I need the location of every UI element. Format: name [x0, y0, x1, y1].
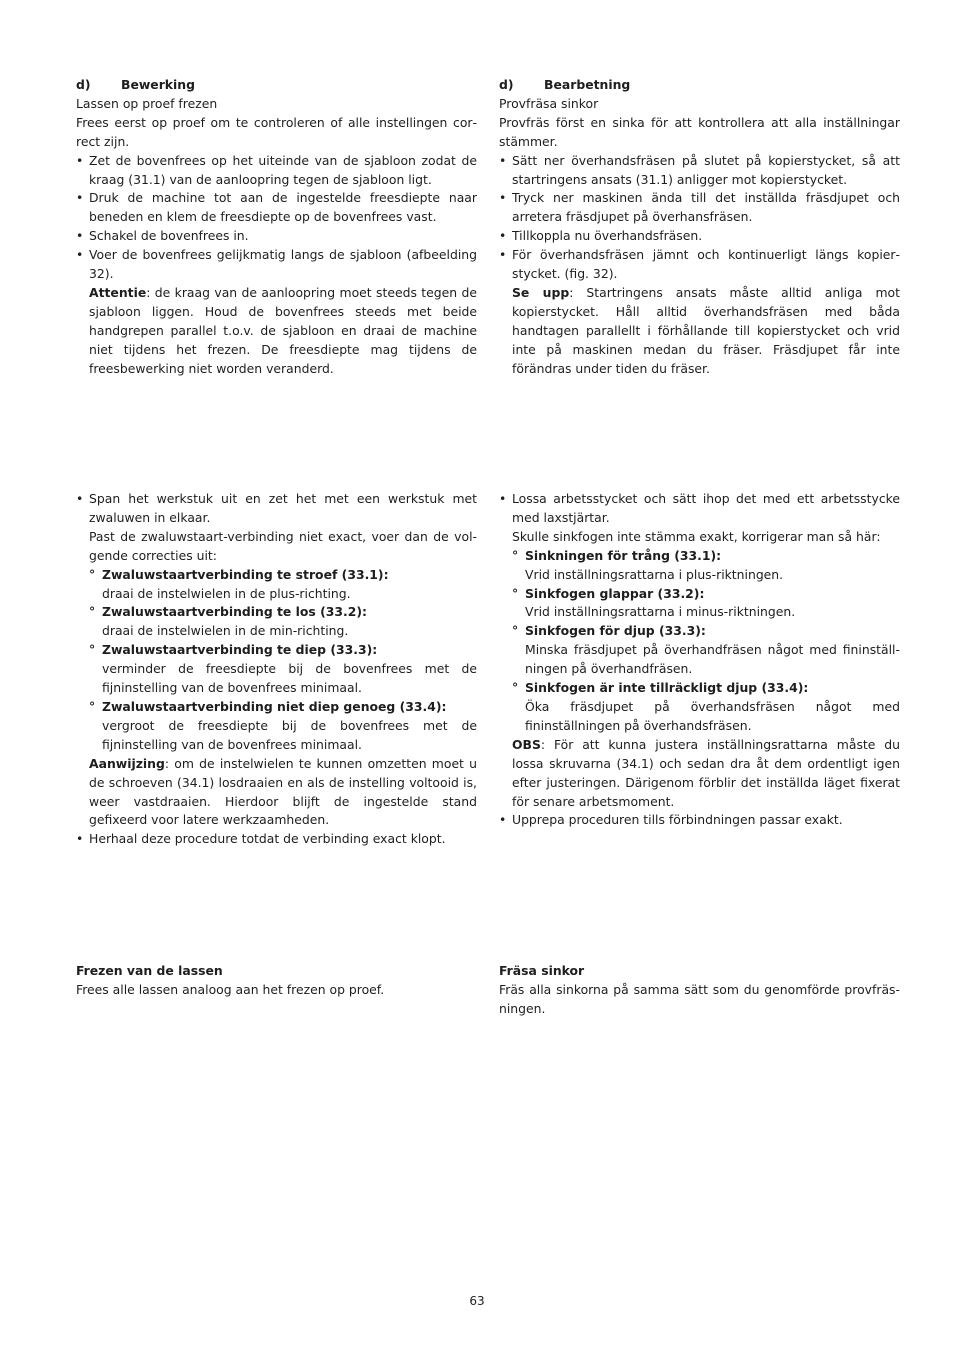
correction-text: Vrid inställningsrattarna i minus-riktningen.: [525, 604, 796, 620]
correction-item: [89, 566, 477, 604]
note-paragraph: [89, 284, 477, 379]
instruction-list: [76, 152, 477, 379]
note-label: Se upp: [512, 284, 570, 300]
list-item: • Upprepa proceduren tills förbindningen passar exakt.: [499, 811, 900, 830]
correction-list: [89, 566, 477, 755]
list-item-text: För överhandsfräsen jämnt och kontinuerligt längs kopierstycket. (fig. 32).: [512, 247, 900, 282]
list-item-text: • Lossa arbetsstycket och sätt ihop det med ett arbetsstycke med laxstjärtar.: [512, 491, 900, 525]
list-item: • Schakel de bovenfrees in.: [76, 227, 477, 246]
note-text: : Startringens ansats måste alltid anliga mot kopierstycket. Håll alltid överhandsfräsen med båda handtagen parallellt i förhållande till kopierstycket och vrid inte på maskinen medan du fräser. Fräsdjupet får inte förändras under tiden du fräser.: [512, 284, 900, 376]
correction-item: [89, 641, 477, 698]
section-text: Frees alle lassen analoog aan het frezen op proef.: [76, 981, 385, 997]
correction-title: ° Sinkningen för trång (33.1):: [525, 547, 722, 563]
instruction-list: [499, 152, 900, 379]
intro-paragraph: Provfräs först en sinka för att kontrollera att alla inställningar stämmer.: [499, 114, 900, 149]
section-heading: [76, 76, 477, 95]
section-title: Frezen van de lassen: [76, 963, 223, 978]
correction-item: [89, 698, 477, 755]
correction-title: ° Sinkfogen för djup (33.3):: [525, 623, 706, 639]
note-text: : om de instelwielen te kunnen omzetten moet u de schroeven (34.1) losdraaien en als de instelling voltooid is, weer vastdraaien. Hierdoor blijft de ingestelde stand gefixeerd voor latere werkzaamheden.: [89, 755, 477, 828]
left-section-bewerking: [76, 76, 477, 379]
right-section-corrections: [499, 490, 900, 830]
section-title: Fräsa sinkor: [499, 963, 585, 978]
correction-text: Minska fräsdjupet på överhandfräsen något med fininställningen på överhandfräsen.: [525, 642, 900, 677]
correction-title: ° Sinkfogen glappar (33.2):: [525, 585, 705, 601]
page-number: 63: [469, 1294, 485, 1308]
correction-list: [512, 547, 900, 736]
list-item-continuation: Past de zwaluwstaart-verbinding niet exact, voer dan de volgende correcties uit:: [89, 528, 477, 563]
note-paragraph: [89, 755, 477, 831]
heading-title: Bewerking: [121, 77, 195, 92]
note-label: Attentie: [89, 284, 147, 300]
note-paragraph: [512, 284, 900, 379]
correction-item: [512, 585, 900, 623]
intro-paragraph: Frees eerst op proef om te controleren of alle instellingen correct zijn.: [76, 114, 477, 149]
correction-item: [512, 622, 900, 679]
list-item-text: Voer de bovenfrees gelijkmatig langs de sjabloon (afbeelding 32).: [89, 247, 477, 282]
section-text: Fräs alla sinkorna på samma sätt som du genomförde provfräsningen.: [499, 981, 900, 1016]
note-label: OBS: [512, 736, 541, 752]
heading-letter: d): [76, 77, 91, 92]
section-subtitle: Lassen op proef frezen: [76, 95, 218, 111]
correction-item: [89, 603, 477, 641]
section-heading: [499, 76, 900, 95]
list-item: [499, 246, 900, 378]
instruction-list: [499, 490, 900, 830]
list-item: [499, 490, 900, 811]
list-item: [76, 490, 477, 830]
correction-title: ° Zwaluwstaartverbinding te stroef (33.1):: [102, 566, 389, 582]
correction-item: [512, 547, 900, 585]
note-paragraph: [512, 736, 900, 812]
list-item-text: • Span het werkstuk uit en zet het met een werkstuk met zwaluwen in elkaar.: [89, 491, 477, 525]
instruction-list: [76, 490, 477, 849]
list-item: • Druk de machine tot aan de ingestelde freesdiepte naar beneden en klem de freesdiepte op de bovenfrees vast.: [76, 189, 477, 227]
correction-text: verminder de freesdiepte bij de bovenfrees met de fijninstelling van de bovenfrees minimaal.: [102, 661, 477, 696]
note-text: : För att kunna justera inställningsrattarna måste du lossa skruvarna (34.1) och sedan dra åt dem ordentligt igen efter justeringen. Därigenom förblir det inställda läget fixerat för senare arbetsmoment.: [512, 736, 900, 809]
note-text: : de kraag van de aanloopring moet steeds tegen de sjabloon liggen. Houd de bovenfrees steeds met beide handgrepen parallel t.o.v. de sjabloon en draai de machine niet tijdens het frezen. De freesdiepte mag tijdens de freesbewerking niet worden veranderd.: [89, 284, 477, 376]
correction-title: ° Zwaluwstaartverbinding niet diep genoeg (33.4):: [102, 698, 447, 714]
heading-title: Bearbetning: [544, 77, 631, 92]
note-label: Aanwijzing: [89, 755, 165, 771]
list-item-continuation: Skulle sinkfogen inte stämma exakt, korrigerar man så här:: [512, 528, 881, 544]
list-item: • Tryck ner maskinen ända till det inställda fräsdjupet och arretera fräsdjupet på överhansfräsen.: [499, 189, 900, 227]
heading-letter: d): [499, 77, 514, 92]
left-section-frezen-lassen: [76, 962, 477, 1000]
right-section-bearbetning: [499, 76, 900, 379]
section-subtitle: Provfräsa sinkor: [499, 95, 599, 111]
list-item: [76, 246, 477, 378]
right-section-frasa-sinkor: [499, 962, 900, 1019]
correction-item: [512, 679, 900, 736]
list-item: • Sätt ner överhandsfräsen på slutet på kopierstycket, så att startringens ansats (31.1) anligger mot kopierstycket.: [499, 152, 900, 190]
correction-title: ° Sinkfogen är inte tillräckligt djup (33.4):: [525, 680, 809, 696]
list-item: • Tillkoppla nu överhandsfräsen.: [499, 227, 900, 246]
correction-text: vergroot de freesdiepte bij de bovenfrees met de fijninstelling van de bovenfrees minimaal.: [102, 717, 477, 752]
correction-text: draai de instelwielen in de min-richting.: [102, 623, 349, 639]
left-section-corrections: [76, 490, 477, 849]
correction-title: ° Zwaluwstaartverbinding te diep (33.3):: [102, 642, 378, 658]
list-item: • Herhaal deze procedure totdat de verbinding exact klopt.: [76, 830, 477, 849]
correction-text: draai de instelwielen in de plus-richting.: [102, 585, 351, 601]
correction-title: ° Zwaluwstaartverbinding te los (33.2):: [102, 604, 367, 620]
list-item: • Zet de bovenfrees op het uiteinde van de sjabloon zodat de kraag (31.1) van de aanloopring tegen de sjabloon ligt.: [76, 152, 477, 190]
correction-text: Vrid inställningsrattarna i plus-riktningen.: [525, 566, 784, 582]
correction-text: Öka fräsdjupet på överhandsfräsen något med fininställningen på överhandsfräsen.: [525, 698, 900, 733]
